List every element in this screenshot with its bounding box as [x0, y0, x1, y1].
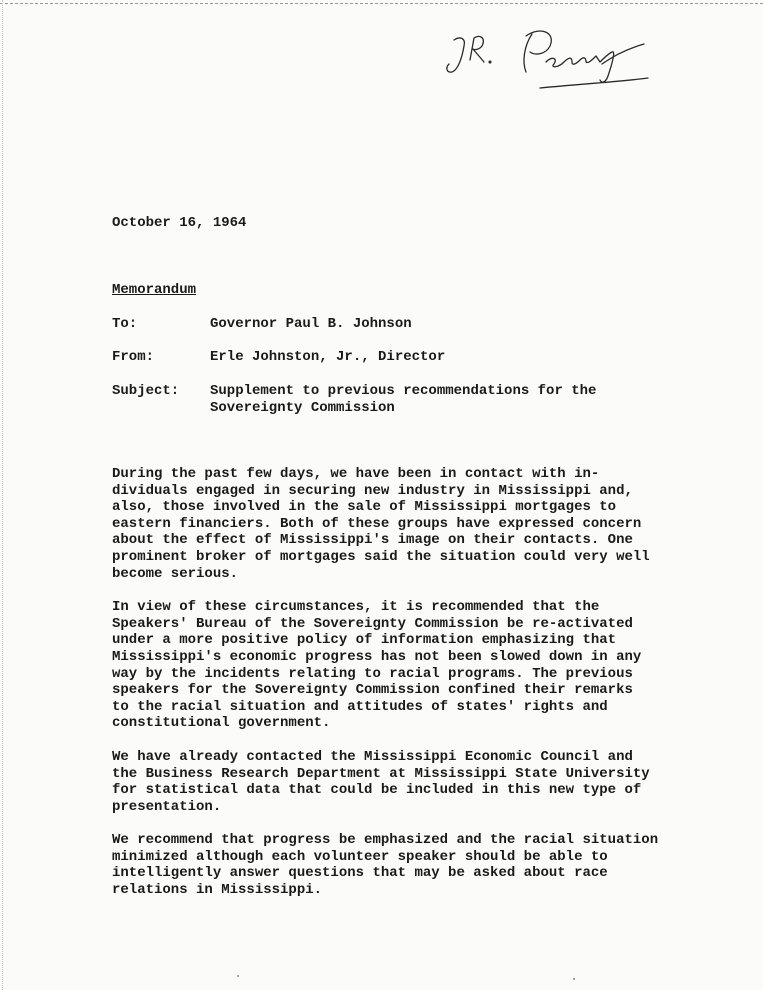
to-value: Governor Paul B. Johnson	[210, 316, 412, 332]
memo-date: October 16, 1964	[112, 215, 247, 231]
left-page-edge	[2, 0, 3, 990]
scan-speck	[573, 978, 575, 980]
body-paragraph: We have already contacted the Mississippi Economic Council and the Business Research Department at Mississippi State University for statistical data that could be included in this new type of presentation.	[112, 748, 650, 815]
memo-heading: Memorandum	[112, 282, 197, 298]
top-perforation	[0, 3, 763, 4]
handwritten-signature	[440, 18, 660, 98]
body-paragraph: During the past few days, we have been in contact with in- dividuals engaged in securing new industry in Mississippi and, also, those involved in the sale of Mississippi mortgages to eastern financiers. Both of these groups have expressed concern about the effect of Mississippi's image on their contacts. One prominent broker of mortgages said the situation could very well become serious.	[112, 466, 650, 582]
subject-label: Subject:	[112, 383, 180, 399]
from-label: From:	[112, 349, 155, 365]
from-value: Erle Johnston, Jr., Director	[210, 349, 446, 365]
scan-speck	[237, 975, 239, 977]
memo-body	[112, 466, 712, 916]
to-label: To:	[112, 316, 138, 332]
subject-value: Supplement to previous recommendations for the Sovereignty Commission	[210, 383, 597, 416]
body-paragraph: In view of these circumstances, it is recommended that the Speakers' Bureau of the Sovereignty Commission be re-activated under a more positive policy of information emphasizing that Mississippi's economic progress has not been slowed down in any way by the incidents relating to racial programs. The previous speakers for the Sovereignty Commission confined their remarks to the racial situation and attitudes of states' rights and constitutional government.	[112, 599, 642, 732]
body-paragraph: We recommend that progress be emphasized and the racial situation minimized although each volunteer speaker should be able to intelligently answer questions that may be asked about race relations in Mississippi.	[112, 832, 659, 899]
